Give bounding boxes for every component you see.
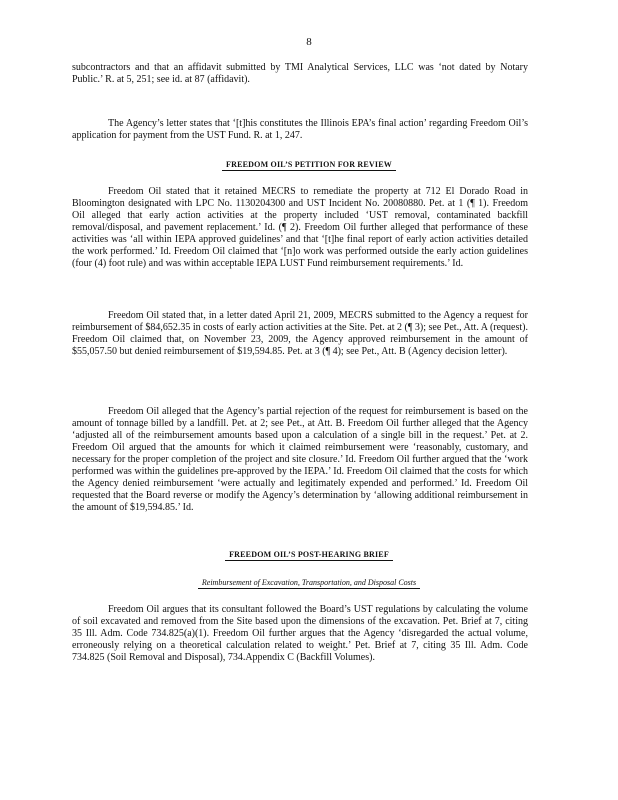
paragraph: Freedom Oil alleged that the Agency’s partial rejection of the request for reimbursement is based on the amount of tonnage billed by a landfill. Pet. at 2; see Pet., at Att. B. Freedom Oil further alleged that the Agency ‘adjusted all of the reimbursement amounts based upon a calculation of a single bill in the request.’ Pet. at 2. Freedom Oil argued that the amounts for which it claimed reimbursement were ‘reasonably, customary, and necessary for the proper completion of the project and site closure.’ Id. Freedom Oil further argued that the ‘work performed was within the guidelines pre-approved by the IEPA.’ Id. Freedom Oil claimed that the costs for which the Agency denied reimbursement ‘were actually and legitimately expended and performed.’ Id. Freedom Oil requested that the Board reverse or modify the Agency’s determination by ‘allowing additional reimbursement in the amount of $19,594.85.’ Id.	[72, 406, 528, 513]
paragraph: subcontractors and that an affidavit submitted by TMI Analytical Services, LLC was ‘not dated by Notary Public.’ R. at 5, 251; see id. at 87 (affidavit).	[72, 62, 528, 85]
section-heading-post-hearing-brief: FREEDOM OIL’S POST-HEARING BRIEF	[0, 550, 618, 561]
paragraph: Freedom Oil stated that it retained MECRS to remediate the property at 712 El Dorado Road in Bloomington designated with LPC No. 1130204300 and UST Incident No. 20080880. Pet. at 1 (¶ 1). Freedom Oil alleged that early action activities at the property included ‘UST removal, contaminated backfill removal/disposal, and pavement replacement.’ Id. (¶ 2). Freedom Oil further alleged that performance of these activities was ‘all within IEPA approved guidelines’ and that ‘[t]he final report of early action activities detailed the work performed.’ Id. Freedom Oil claimed that ‘[n]o work was performed outside the early action guidelines (four (4) foot rule) and was within acceptable IEPA LUST Fund reimbursement requirements.’ Id.	[72, 186, 528, 269]
paragraph: Freedom Oil argues that its consultant followed the Board’s UST regulations by calculating the volume of soil excavated and removed from the Site based upon the dimensions of the excavation. Pet. Brief at 7, citing 35 Ill. Adm. Code 734.825(a)(1). Freedom Oil further argues that the Agency ‘disregarded the actual volume, erroneously relying on a theoretical calculation related to weight.’ Pet. Brief at 7, citing 35 Ill. Adm. Code 734.825 (Soil Removal and Disposal), 734.Appendix C (Backfill Volumes).	[72, 604, 528, 663]
paragraph: The Agency’s letter states that ‘[t]his constitutes the Illinois EPA’s final action’ regarding Freedom Oil’s application for payment from the UST Fund. R. at 1, 247.	[72, 118, 528, 141]
paragraph: Freedom Oil stated that, in a letter dated April 21, 2009, MECRS submitted to the Agency a request for reimbursement of $84,652.35 in costs of early action activities at the Site. Pet. at 2 (¶ 3); see Pet., Att. A (request). Freedom Oil claimed that, on November 23, 2009, the Agency approved reimbursement in the amount of $55,057.50 but denied reimbursement of $19,594.85. Pet. at 3 (¶ 4); see Pet., Att. B (Agency decision letter).	[72, 310, 528, 357]
section-heading-petition: FREEDOM OIL’S PETITION FOR REVIEW	[0, 160, 618, 171]
subsection-heading-reimbursement: Reimbursement of Excavation, Transportation, and Disposal Costs	[0, 578, 618, 589]
page-number: 8	[306, 36, 312, 48]
